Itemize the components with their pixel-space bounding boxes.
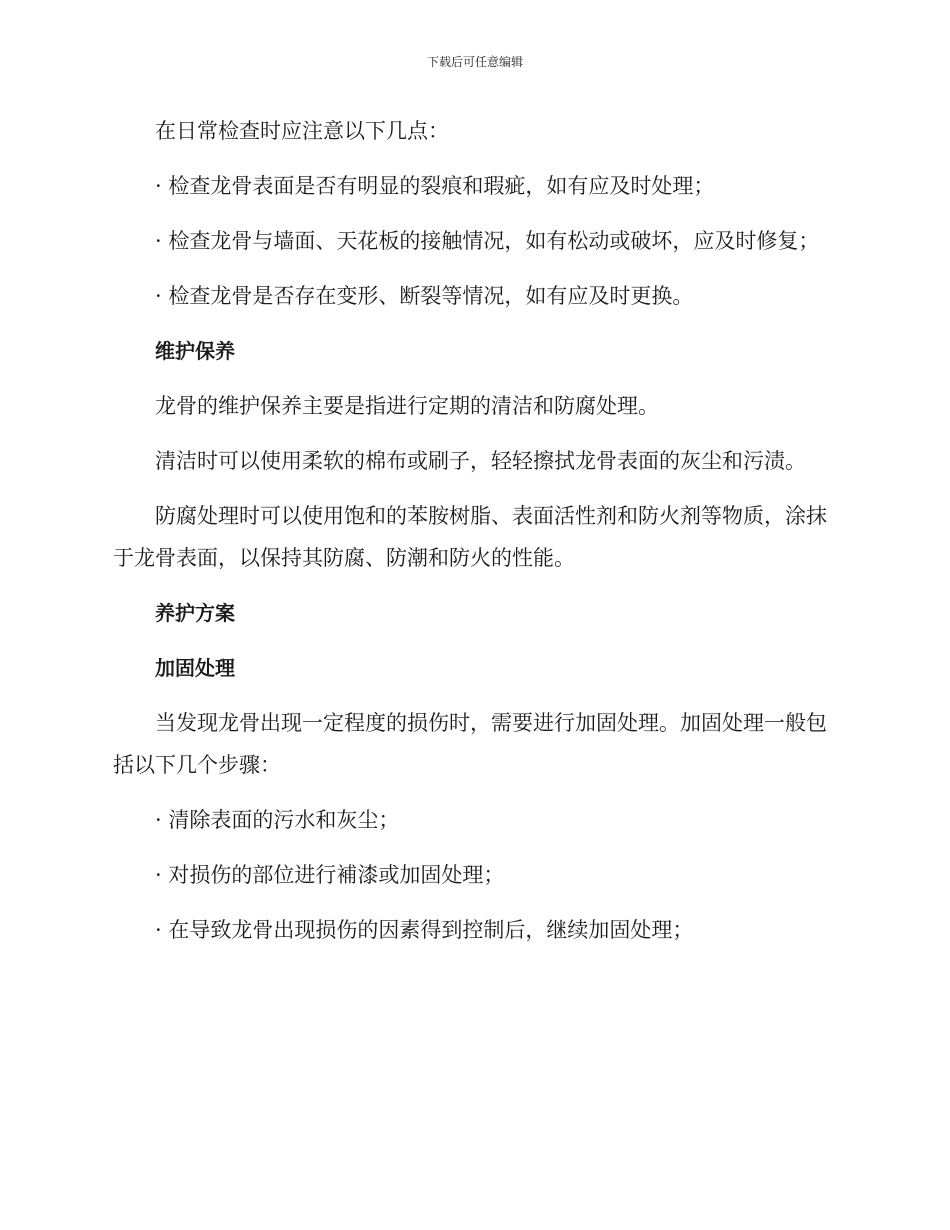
page-header: 下载后可任意编辑	[426, 55, 523, 69]
step-item-clean: · 清除表面的污水和灰尘；	[155, 808, 400, 832]
step-item-continue: · 在导致龙骨出现损伤的因素得到控制后，继续加固处理；	[155, 918, 694, 942]
reinforcement-paragraph: 当发现龙骨出现一定程度的损伤时，需要进行加固处理。加固处理一般包括以下几个步骤：	[113, 711, 827, 777]
step-item-repair: · 对损伤的部位进行補漆或加固处理；	[155, 863, 505, 887]
document-body	[113, 110, 833, 964]
section-heading-reinforcement: 加固处理	[155, 656, 235, 680]
section-heading-maintenance: 维护保养	[155, 339, 235, 363]
anticorrosion-paragraph: 防腐处理时可以使用饱和的苯胺树脂、表面活性剂和防火剂等物质，涂抹于龙骨表面，以保持其防腐、防潮和防火的性能。	[113, 504, 827, 570]
check-item-surface: · 检查龙骨表面是否有明显的裂痕和瑕疵，如有应及时处理；	[155, 174, 715, 198]
intro-paragraph: 在日常检查时应注意以下几点：	[155, 119, 449, 143]
maintenance-paragraph: 龙骨的维护保养主要是指进行定期的清洁和防腐处理。	[155, 394, 659, 418]
check-item-deformation: · 检查龙骨是否存在变形、断裂等情况，如有应及时更换。	[155, 284, 694, 308]
section-heading-care-plan: 养护方案	[155, 601, 235, 625]
cleaning-paragraph: 清洁时可以使用柔软的棉布或刷子，轻轻擦拭龙骨表面的灰尘和污渍。	[155, 449, 806, 473]
check-item-contact: · 检查龙骨与墙面、天花板的接触情况，如有松动或破坏，应及时修复；	[155, 229, 820, 253]
